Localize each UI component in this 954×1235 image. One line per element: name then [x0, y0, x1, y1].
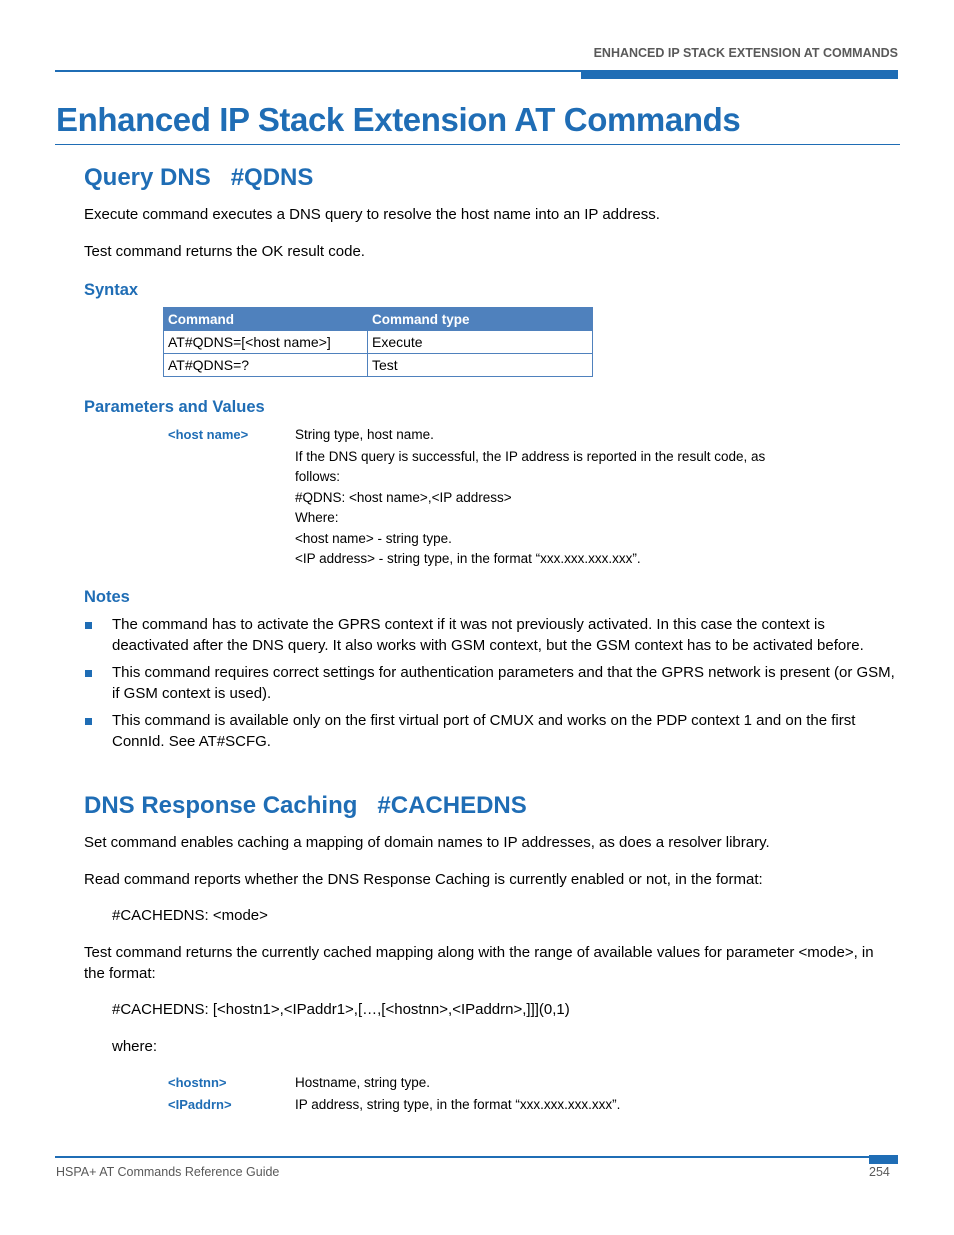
param-desc-line: If the DNS query is successful, the IP address is reported in the result code, as [295, 448, 766, 464]
cachedns-test-format: #CACHEDNS: [<hostn1>,<IPaddr1>,[…,[<hostnn>,<IPaddrn>,]]](0,1) [112, 1001, 570, 1018]
column-header-command: Command [164, 308, 368, 331]
command-cell: AT#QDNS=[<host name>] [164, 331, 368, 354]
syntax-table [163, 307, 593, 377]
square-bullet-icon [85, 718, 92, 725]
param-desc-hostnn: Hostname, string type. [295, 1075, 431, 1090]
cachedns-read-format: #CACHEDNS: <mode> [112, 907, 268, 924]
param-desc-line: String type, host name. [295, 427, 434, 442]
qdns-desc-test: Test command returns the OK result code. [84, 243, 365, 260]
parameters-heading: Parameters and Values [84, 398, 265, 416]
param-desc-line: <host name> - string type. [295, 530, 452, 546]
column-header-command-type: Command type [368, 308, 593, 331]
param-name-ipaddrn: <IPaddrn> [168, 1097, 232, 1112]
cachedns-heading: DNS Response Caching #CACHEDNS [84, 792, 527, 819]
note-text: This command is available only on the first virtual port of CMUX and works on the PDP context 1 and on the first ConnId. See AT#SCFG. [112, 712, 856, 750]
param-desc-ipaddrn: IP address, string type, in the format “xxx.xxx.xxx.xxx”. [295, 1097, 621, 1112]
table-row [164, 331, 593, 354]
page-title: Enhanced IP Stack Extension AT Commands [56, 101, 741, 138]
note-text: This command requires correct settings for authentication parameters and that the GPRS network is present (or GSM, if GSM context is used). [112, 664, 895, 702]
cachedns-desc-test: Test command returns the currently cached mapping along with the range of available values for parameter <mode>, in the format: [84, 944, 874, 982]
notes-heading: Notes [84, 588, 130, 606]
qdns-desc-execute: Execute command executes a DNS query to resolve the host name into an IP address. [84, 206, 660, 223]
footer-guide-title: HSPA+ AT Commands Reference Guide [56, 1165, 280, 1179]
cachedns-desc-read: Read command reports whether the DNS Response Caching is currently enabled or not, in the format: [84, 871, 763, 888]
command-type-cell: Test [368, 354, 593, 377]
param-desc-line: Where: [295, 510, 339, 525]
param-name-host-name: <host name> [168, 427, 249, 442]
param-desc-host-name [295, 425, 815, 570]
list-item [84, 614, 899, 656]
command-type-cell: Execute [368, 331, 593, 354]
footer-accent-bar [869, 1155, 898, 1164]
header-rule [55, 70, 581, 72]
square-bullet-icon [85, 670, 92, 677]
command-cell: AT#QDNS=? [164, 354, 368, 377]
cachedns-where: where: [112, 1038, 158, 1055]
header-accent-bar [581, 70, 898, 79]
footer-rule [55, 1156, 869, 1158]
cachedns-desc-set: Set command enables caching a mapping of domain names to IP addresses, as does a resolver library. [84, 834, 770, 851]
qdns-heading: Query DNS #QDNS [84, 164, 314, 191]
square-bullet-icon [85, 622, 92, 629]
param-name-hostnn: <hostnn> [168, 1075, 227, 1090]
running-header: ENHANCED IP STACK EXTENSION AT COMMANDS [593, 46, 898, 60]
list-item [84, 662, 899, 704]
page-number: 254 [869, 1165, 890, 1179]
syntax-table-header-row [164, 308, 593, 331]
list-item [84, 710, 899, 752]
notes-list [84, 614, 899, 758]
note-text: The command has to activate the GPRS context if it was not previously activated. In this case the context is deactivated after the DNS query. It also works with GSM context, but the GSM context has to be activated before. [112, 616, 864, 654]
syntax-heading: Syntax [84, 281, 139, 299]
param-desc-line: follows: [295, 469, 341, 484]
param-desc-line: <IP address> - string type, in the format “xxx.xxx.xxx.xxx”. [295, 551, 641, 566]
title-rule [55, 144, 900, 145]
param-desc-line: #QDNS: <host name>,<IP address> [295, 489, 512, 505]
table-row [164, 354, 593, 377]
